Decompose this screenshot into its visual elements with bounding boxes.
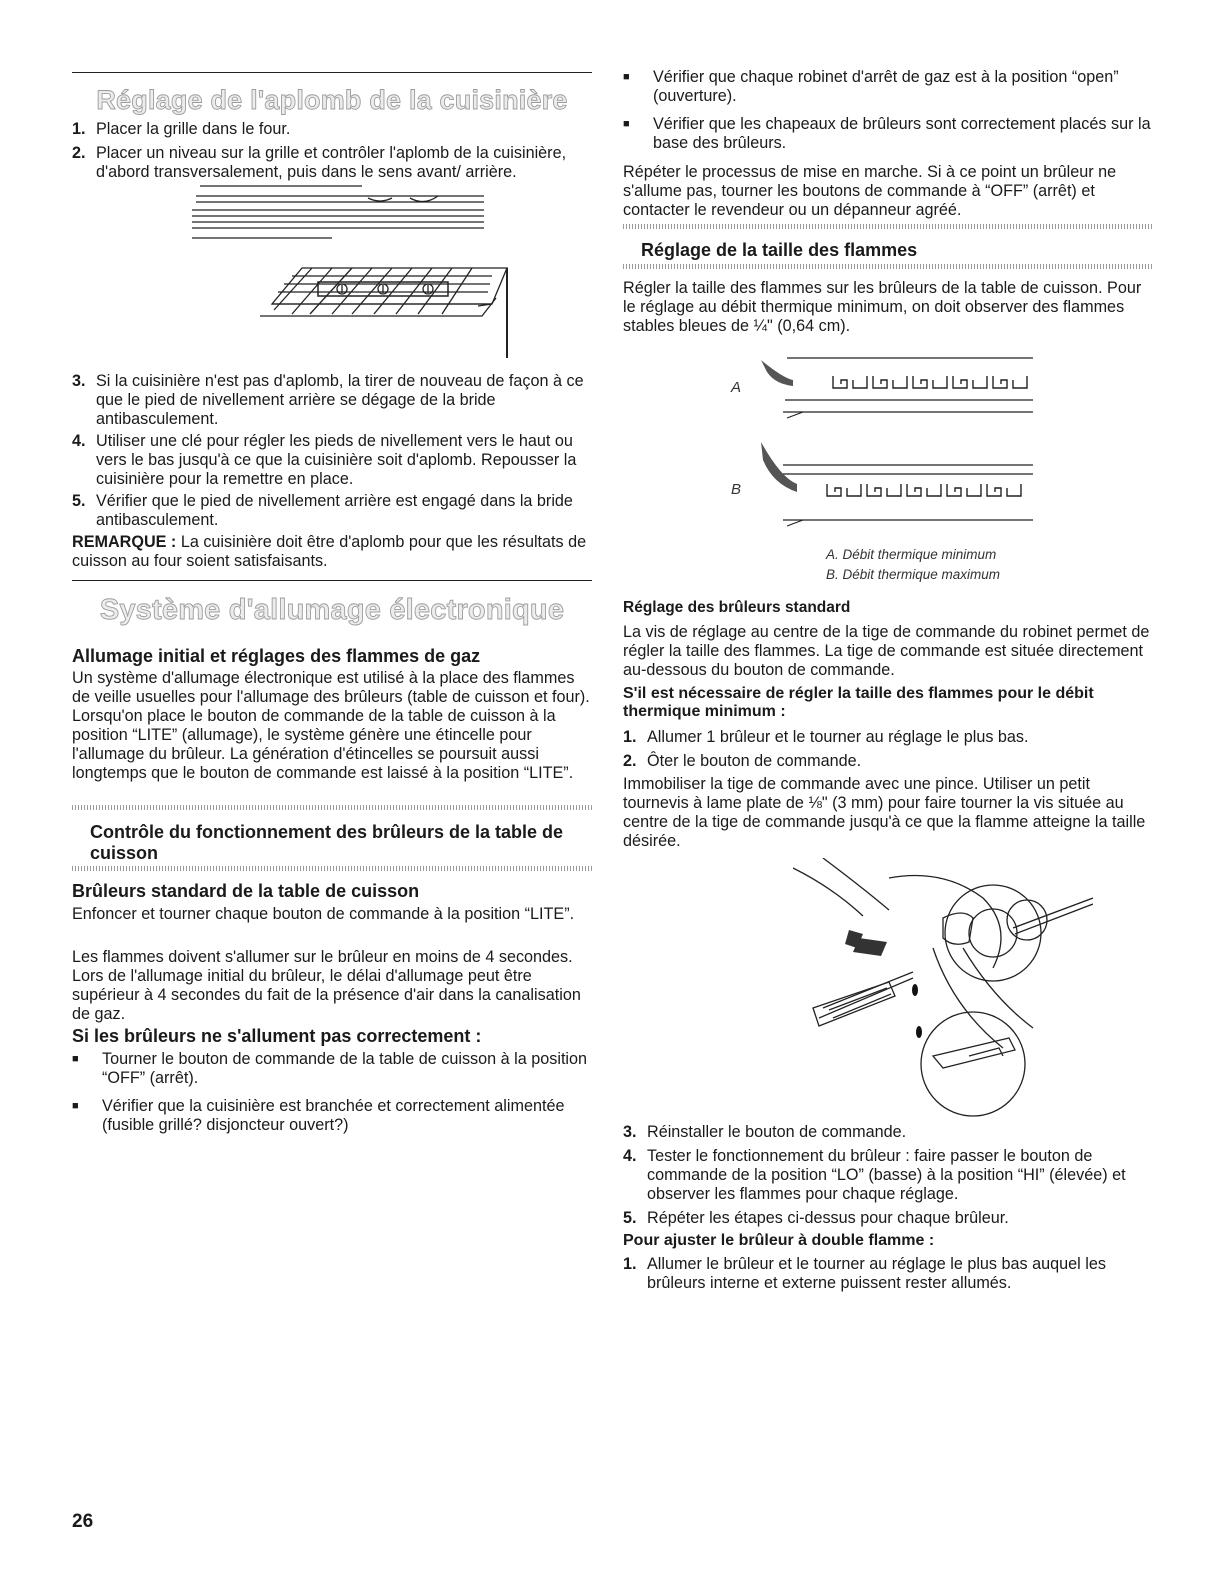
section-title-aplomb: Réglage de l'aplomb de la cuisinière <box>96 85 568 115</box>
list-item <box>623 728 1153 747</box>
heading-bruleurs-standard: Brûleurs standard de la table de cuisson <box>72 881 420 901</box>
heading-si-bruleurs: Si les brûleurs ne s'allument pas correctement : <box>72 1026 482 1046</box>
bullet-square-icon: ■ <box>72 1100 79 1112</box>
step-number: 1. <box>72 120 86 138</box>
paragraph-allumage: Un système d'allumage électronique est utilisé à la place des flammes de veille usuelles pour l'allumage des brûleurs (table de cuisson et four). Lorsqu'on place le bouton de commande de la table de cuisson à la position “LITE” (allumage), le système génère une étincelle pour l'allumage du brûleur. La génération d'étincelles se poursuit aussi longtemps que le bouton de commande est laissé à la position “LITE”. <box>72 669 590 782</box>
bullet-square-icon: ■ <box>623 71 630 83</box>
steps-aplomb-b <box>72 372 592 571</box>
paragraph-taille: Régler la taille des flammes sur les brûleurs de la table de cuisson. Pour le réglage au débit thermique minimum, on doit observer des flammes stables bleues de ¼" (0,64 cm). <box>623 279 1142 335</box>
list-item <box>623 115 1153 153</box>
steps-minimum <box>623 728 1153 771</box>
pliers-screwdriver-illustration <box>793 858 1093 1118</box>
heading-debit-minimum: S'il est nécessaire de régler la taille des flammes pour le débit thermique minimum : <box>623 685 1094 720</box>
note <box>72 533 592 571</box>
list-item <box>72 144 592 182</box>
step-number: 3. <box>72 372 86 390</box>
section-rule-top <box>72 72 592 73</box>
list-item <box>623 1123 1153 1142</box>
step-number: 5. <box>623 1209 637 1227</box>
heading-controle: Contrôle du fonctionnement des brûleurs de la table de cuisson <box>90 822 564 863</box>
caption-a: A. Débit thermique minimum <box>826 547 997 562</box>
list-item <box>72 1050 592 1088</box>
steps-double <box>623 1255 1153 1293</box>
heading-reglage-standard: Réglage des brûleurs standard <box>623 599 851 616</box>
list-item <box>623 1209 1153 1228</box>
heading-taille-flammes: Réglage de la taille des flammes <box>641 240 918 260</box>
step-text: Réinstaller le bouton de commande. <box>647 1123 907 1141</box>
hatch-rule <box>72 866 592 871</box>
step-text: Placer un niveau sur la grille et contrôler l'aplomb de la cuisinière, d'abord transversalement, puis dans le sens avant/ arrière. <box>96 144 567 181</box>
level-illustration <box>192 180 522 358</box>
bullet-square-icon: ■ <box>72 1053 79 1065</box>
step-text: Placer la grille dans le four. <box>96 120 291 138</box>
step-text: Allumer le brûleur et le tourner au réglage le plus bas auquel les brûleurs interne et externe puissent rester allumés. <box>647 1255 1106 1292</box>
page-number: 26 <box>72 1511 94 1532</box>
step-number: 2. <box>72 144 86 162</box>
bullet-square-icon: ■ <box>623 118 630 130</box>
bullet-text: Tourner le bouton de commande de la table de cuisson à la position “OFF” (arrêt). <box>102 1050 588 1087</box>
bullets-left <box>72 1050 592 1135</box>
list-item <box>72 432 592 489</box>
hatch-rule <box>623 224 1153 229</box>
note-text: La cuisinière doit être d'aplomb pour que les résultats de cuisson au four soient satisfaisants. <box>72 533 587 570</box>
step-text: Allumer 1 brûleur et le tourner au réglage le plus bas. <box>647 728 1029 746</box>
paragraph-standard-2: Les flammes doivent s'allumer sur le brûleur en moins de 4 secondes. Lors de l'allumage initial du brûleur, le délai d'allumage peut être supérieur à 4 secondes du fait de la présence d'air dans la canalisation de gaz. <box>72 948 581 1023</box>
list-item <box>623 1147 1153 1204</box>
figure-label-a: A <box>731 379 742 396</box>
steps-aplomb-a <box>72 120 592 182</box>
flame-size-illustration <box>753 350 1053 530</box>
paragraph-standard-1: Enfoncer et tourner chaque bouton de commande à la position “LITE”. <box>72 905 575 923</box>
step-number: 4. <box>72 432 86 450</box>
note-label: REMARQUE : <box>72 533 177 551</box>
hatch-rule <box>72 805 592 810</box>
figure-label-b: B <box>731 481 742 498</box>
caption-b: B. Débit thermique maximum <box>826 567 1001 582</box>
step-text: Vérifier que le pied de nivellement arrière est engagé dans la bride antibasculement. <box>96 492 573 529</box>
step-text: Utiliser une clé pour régler les pieds de nivellement vers le haut ou vers le bas jusqu'à ce que la cuisinière soit d'aplomb. Repousser la cuisinière pour la remettre en place. <box>96 432 577 488</box>
list-item <box>72 120 592 139</box>
list-item <box>72 372 592 429</box>
step-number: 2. <box>623 752 637 770</box>
heading-double-flamme: Pour ajuster le brûleur à double flamme : <box>623 1232 935 1249</box>
bullet-text: Vérifier que chaque robinet d'arrêt de gaz est à la position “open” (ouverture). <box>653 68 1119 105</box>
step-text: Tester le fonctionnement du brûleur : faire passer le bouton de commande de la position “LO” (basse) à la position “HI” (élevée) et observer les flammes pour chaque réglage. <box>647 1147 1126 1203</box>
step-text: Si la cuisinière n'est pas d'aplomb, la tirer de nouveau de façon à ce que le pied de nivellement arrière se dégage de la bride antibasculement. <box>96 372 584 428</box>
hatch-rule <box>623 264 1153 269</box>
list-item <box>72 492 592 530</box>
list-item <box>623 752 1153 771</box>
list-item <box>623 68 1153 106</box>
bullets-right <box>623 68 1153 153</box>
step-text: Ôter le bouton de commande. <box>647 752 862 770</box>
step-number: 1. <box>623 1255 637 1273</box>
step-number: 4. <box>623 1147 637 1165</box>
heading-allumage-initial: Allumage initial et réglages des flammes de gaz <box>72 646 481 666</box>
step-number: 1. <box>623 728 637 746</box>
step-number: 5. <box>72 492 86 510</box>
list-item <box>623 1255 1153 1293</box>
paragraph-immobiliser: Immobiliser la tige de commande avec une pince. Utiliser un petit tournevis à lame plate de ⅛" (3 mm) pour faire tourner la vis située au centre de la tige de commande jusqu'à ce que la flamme atteigne la taille désirée. <box>623 775 1146 850</box>
section-rule <box>72 580 592 581</box>
step-number: 3. <box>623 1123 637 1141</box>
step-text: Répéter les étapes ci-dessus pour chaque brûleur. <box>647 1209 1009 1227</box>
bullet-text: Vérifier que la cuisinière est branchée et correctement alimentée (fusible grillé? disjoncteur ouvert?) <box>102 1097 565 1134</box>
section-title-allumage: Système d'allumage électronique <box>99 594 565 626</box>
bullet-text: Vérifier que les chapeaux de brûleurs sont correctement placés sur la base des brûleurs. <box>653 115 1151 152</box>
paragraph-repeter: Répéter le processus de mise en marche. Si à ce point un brûleur ne s'allume pas, tourner les boutons de commande à “OFF” (arrêt) et contacter le revendeur ou un dépanneur agréé. <box>623 163 1117 219</box>
paragraph-reglage-standard: La vis de réglage au centre de la tige de commande du robinet permet de régler la taille des flammes. La tige de commande est située directement au-dessous du bouton de commande. <box>623 623 1150 679</box>
list-item <box>72 1097 592 1135</box>
steps-after <box>623 1123 1153 1228</box>
